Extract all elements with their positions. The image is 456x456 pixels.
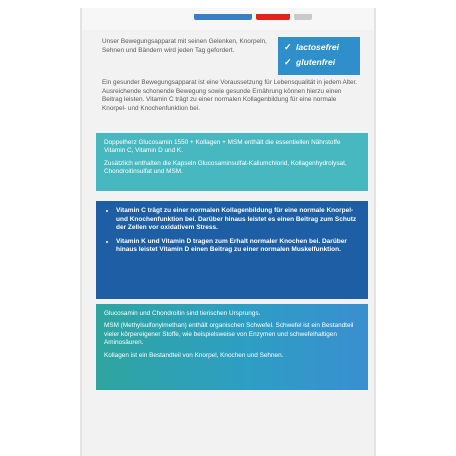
origin-line-2: MSM (Methylsulfonylmethan) enthält organischen Schwefel. Schwefel ist ein Bestandteil vieler körpereigener Stoffe, wie beispielsweise von Enzymen und schwefelhaltigen Aminosäuren. — [104, 322, 354, 347]
intro-text-block-2 — [102, 79, 360, 113]
box-edge-right — [374, 8, 376, 456]
ingredients-panel — [96, 133, 368, 191]
origin-info-panel — [96, 304, 368, 390]
ingredients-line-2: Zusätzlich enthalten die Kapseln Glucosaminsulfat-Kaliumchlorid, Kollagenhydrolysat, Chondroitinsulfat und MSM. — [104, 159, 347, 176]
ingredients-line-1: Doppelherz Glucosamin 1550 + Kollagen + MSM enthält die essentiellen Nährstoffe Vitamin C, Vitamin D und K. — [104, 139, 341, 155]
health-claim-vitamin-k-d: • Vitamin K und Vitamin D tragen zum Erhalt normaler Knochen bei. Darüber hinaus leistet Vitamin D einen Beitrag zu einer normalen Muskelfunktion. — [116, 238, 360, 255]
intro-paragraph-1: Unser Bewegungsapparat mit seinen Gelenken, Knorpeln, Sehnen und Bändern wird jeden Tag gefordert. — [102, 38, 267, 54]
health-claim-vitamin-c: • Vitamin C trägt zu einer normalen Kollagenbildung für eine normale Knorpel- und Knochenfunktion bei. Darüber hinaus leistet es einen Beitrag zum Schutz der Zellen vor oxidativem Stress. — [116, 207, 360, 233]
intro-text-block — [102, 38, 270, 55]
logo-red-part — [256, 14, 290, 20]
free-from-badge — [278, 37, 360, 75]
checkmark-icon: ✓ — [284, 42, 292, 52]
health-claims-panel — [96, 201, 368, 299]
logo-grey-part — [294, 14, 312, 20]
box-top-flap — [82, 8, 374, 30]
logo-blue-part — [194, 14, 252, 20]
origin-line-1: Glucosamin und Chondroitin sind tierischen Ursprungs. — [104, 310, 261, 317]
brand-logo-fragment — [194, 14, 312, 24]
badge-gluten-row — [284, 55, 354, 70]
health-claims-list — [108, 207, 360, 255]
badge-lactose-row — [284, 40, 354, 55]
checkmark-icon: ✓ — [284, 57, 292, 67]
badge-gluten-label: glutenfrei — [296, 57, 336, 67]
origin-line-3: Kollagen ist ein Bestandteil von Knorpel, Knochen und Sehnen. — [104, 351, 284, 359]
intro-paragraph-2: Ein gesunder Bewegungsapparat ist eine Voraussetzung für Lebensqualität in jedem Alter. Ausreichende schonende Bewegung sowie gesunde Ernährung können hierzu einen Beitrag leisten. Vitamin C trägt zu einer normalen Kollagenbildung für eine normale Knorpel- und Knochenfunktion bei. — [102, 79, 358, 112]
badge-lactose-label: lactosefrei — [296, 42, 339, 52]
product-box-back — [82, 8, 374, 456]
